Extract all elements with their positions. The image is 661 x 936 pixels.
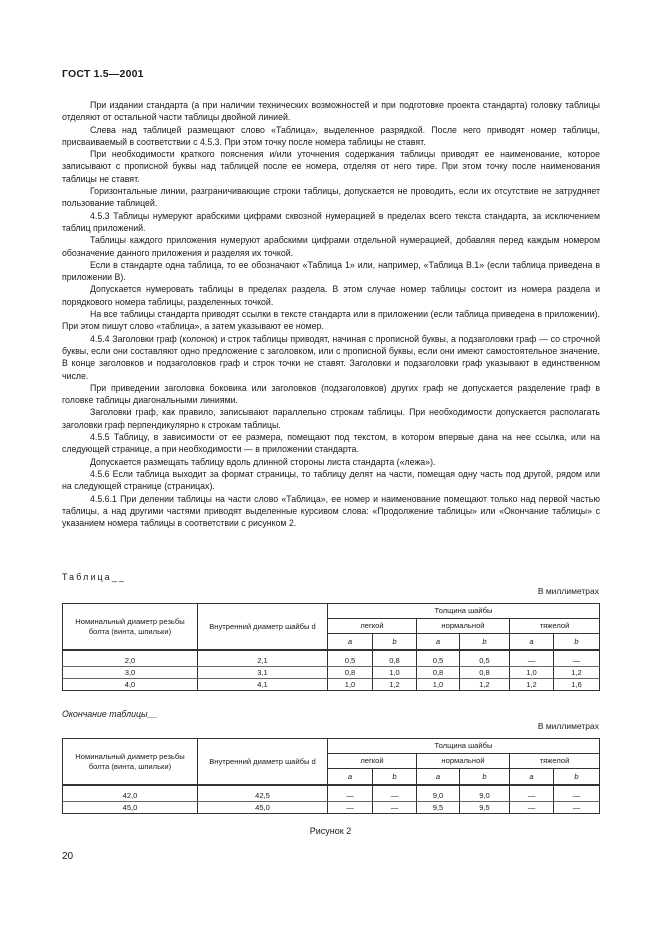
- paragraph: Слева над таблицей размещают слово «Таблица», выделенное разрядкой. После него приводят номер таблицы, присваиваемый в соответствии с 4.5.3. При этом точку после номера таблицы не ставят.: [62, 124, 600, 147]
- page-number: 20: [62, 851, 74, 862]
- table-cell: 1,2: [460, 679, 510, 691]
- table-cell: 1,0: [510, 667, 554, 679]
- table-cell: 9,5: [417, 802, 460, 814]
- table-cell: 3,1: [198, 667, 328, 679]
- column-subheader: a: [417, 769, 460, 786]
- table-row: [63, 650, 600, 667]
- table-cell: 1,2: [554, 667, 600, 679]
- table-row: [63, 802, 600, 814]
- paragraph: Если в стандарте одна таблица, то ее обозначают «Таблица 1» или, например, «Таблица В.1» (если таблица приведена в приложении В).: [62, 259, 600, 283]
- column-subheader: b: [554, 769, 600, 786]
- table-cell: 1,0: [373, 667, 417, 679]
- column-subheader: b: [460, 634, 510, 651]
- paragraph: 4.5.6.1 При делении таблицы на части слово «Таблица», ее номер и наименование помещают только над первой частью таблицы, а над другими частями приводят выделенные курсивом слова: «Продолжение таблицы» или «Окончание таблицы» с указанием номера таблицы в соответствии с рисунком 2.: [62, 493, 600, 529]
- column-header: Номинальный диаметр резьбы болта (винта, шпильки): [63, 604, 198, 651]
- table-cell: 0,8: [373, 650, 417, 667]
- paragraph: Допускается размещать таблицу вдоль длинной стороны листа стандарта («лежа»).: [90, 456, 436, 467]
- table-cell: —: [554, 802, 600, 814]
- table-cell: 9,5: [460, 802, 510, 814]
- column-subheader: тяжелой: [510, 619, 600, 634]
- table-cell: —: [373, 785, 417, 802]
- column-header: Внутренний диаметр шайбы d: [198, 739, 328, 786]
- paragraph: При необходимости краткого пояснения и/или уточнения содержания таблицы приводят ее наименование, которое записывают с прописной буквы над таблицей после ее номера, отделяя от него тире. При этом точку после наименования таблицы не ставят.: [62, 149, 600, 184]
- paragraph: 4.5.4 Заголовки граф (колонок) и строк таблицы приводят, начиная с прописной буквы, а подзаголовки граф — со строчной буквы, если они составляют одно предложение с заголовком, или с прописной буквы, если они имеют самостоятельное значение. В конце заголовков и подзаголовков граф и строк точки не ставят. Заголовки и подзаголовки граф указывают в единственном числе.: [62, 333, 600, 381]
- paragraph: Горизонтальные линии, разграничивающие строки таблицы, допускается не проводить, если их отсутствие не затрудняет пользование таблицей.: [62, 186, 600, 209]
- table-cell: 42,5: [198, 785, 328, 802]
- table-cell: 1,2: [510, 679, 554, 691]
- table-cell: 0,8: [460, 667, 510, 679]
- table-caption: Окончание таблицы__: [62, 709, 158, 719]
- body-text: [62, 99, 600, 529]
- paragraph: При приведении заголовка боковика или заголовков (подзаголовков) других граф не допускается разделение граф в головке таблицы диагональными линиями.: [62, 382, 600, 406]
- table-cell: 2,1: [198, 650, 328, 667]
- paragraph: 4.5.3 Таблицы нумеруют арабскими цифрами сквозной нумерацией в пределах всего текста стандарта, за исключением таблиц приложений.: [62, 210, 600, 233]
- table-cell: 0,5: [417, 650, 460, 667]
- column-subheader: тяжелой: [510, 754, 600, 769]
- table-units: В миллиметрах: [537, 586, 599, 596]
- table-cell: 45,0: [198, 802, 328, 814]
- table-cell: 0,8: [328, 667, 373, 679]
- table-cell: 2,0: [63, 650, 198, 667]
- column-subheader: b: [554, 634, 600, 651]
- table-cell: —: [328, 802, 373, 814]
- column-subheader: легкой: [328, 754, 417, 769]
- column-subheader: b: [373, 769, 417, 786]
- table-cell: 9,0: [460, 785, 510, 802]
- table-cell: 45,0: [63, 802, 198, 814]
- table-cell: 9,0: [417, 785, 460, 802]
- column-subheader: a: [510, 769, 554, 786]
- table-cell: 0,5: [328, 650, 373, 667]
- paragraph: Допускается нумеровать таблицы в пределах раздела. В этом случае номер таблицы состоит из номера раздела и порядкового номера таблицы, разделенных точкой.: [62, 284, 600, 307]
- table-cell: 3,0: [63, 667, 198, 679]
- table-units: В миллиметрах: [537, 721, 599, 731]
- column-header: Номинальный диаметр резьбы болта (винта, шпильки): [63, 739, 198, 786]
- column-subheader: b: [373, 634, 417, 651]
- column-header: Толщина шайбы: [328, 739, 600, 754]
- paragraph: 4.5.6 Если таблица выходит за формат страницы, то таблицу делят на части, помещая одну часть под другой, рядом или на следующей странице (страницах).: [62, 468, 600, 492]
- column-subheader: a: [510, 634, 554, 651]
- paragraph: 4.5.5 Таблицу, в зависимости от ее размера, помещают под текстом, в котором впервые дана на нее ссылка, или на следующей странице, а при необходимости — в приложении стандарта.: [62, 432, 600, 455]
- table-cell: 1,0: [417, 679, 460, 691]
- column-subheader: нормальной: [417, 754, 510, 769]
- column-subheader: a: [328, 769, 373, 786]
- table-row: [63, 667, 600, 679]
- table-cell: 1,2: [373, 679, 417, 691]
- table-cell: 1,6: [554, 679, 600, 691]
- table-cell: 4,1: [198, 679, 328, 691]
- table-caption: Таблица__: [62, 572, 127, 582]
- table-cell: —: [510, 650, 554, 667]
- table-cell: 4,0: [63, 679, 198, 691]
- table-row: [63, 679, 600, 691]
- column-header: Внутренний диаметр шайбы d: [198, 604, 328, 651]
- column-subheader: a: [328, 634, 373, 651]
- table-cell: —: [373, 802, 417, 814]
- table-cell: —: [554, 650, 600, 667]
- paragraph: На все таблицы стандарта приводят ссылки в тексте стандарта или в приложении (если таблица приведена в приложении). При этом пишут слово «таблица», а затем указывают ее номер.: [62, 309, 600, 332]
- table-continuation: [62, 738, 600, 814]
- table-cell: 0,8: [417, 667, 460, 679]
- column-subheader: нормальной: [417, 619, 510, 634]
- column-subheader: легкой: [328, 619, 417, 634]
- table-cell: —: [328, 785, 373, 802]
- paragraph: Таблицы каждого приложения нумеруют арабскими цифрами отдельной нумерацией, добавляя перед каждым номером обозначение данного приложения и разделяя их точкой.: [62, 235, 600, 258]
- table-cell: —: [510, 785, 554, 802]
- table-main: [62, 603, 600, 691]
- column-header: Толщина шайбы: [328, 604, 600, 619]
- table-cell: 42,0: [63, 785, 198, 802]
- column-subheader: a: [417, 634, 460, 651]
- table-cell: 1,0: [328, 679, 373, 691]
- paragraph: Заголовки граф, как правило, записывают параллельно строкам таблицы. При необходимости допускается располагать заголовки граф перпендикулярно к строкам таблицы.: [62, 407, 600, 430]
- document-header: ГОСТ 1.5—2001: [62, 68, 144, 80]
- column-subheader: b: [460, 769, 510, 786]
- table-cell: 0,5: [460, 650, 510, 667]
- paragraph: При издании стандарта (а при наличии технических возможностей и при подготовке проекта стандарта) головку таблицы отделяют от остальной части таблицы двойной линией.: [62, 100, 600, 123]
- table-cell: —: [554, 785, 600, 802]
- table-row: [63, 785, 600, 802]
- figure-caption: Рисунок 2: [309, 826, 352, 836]
- table-cell: —: [510, 802, 554, 814]
